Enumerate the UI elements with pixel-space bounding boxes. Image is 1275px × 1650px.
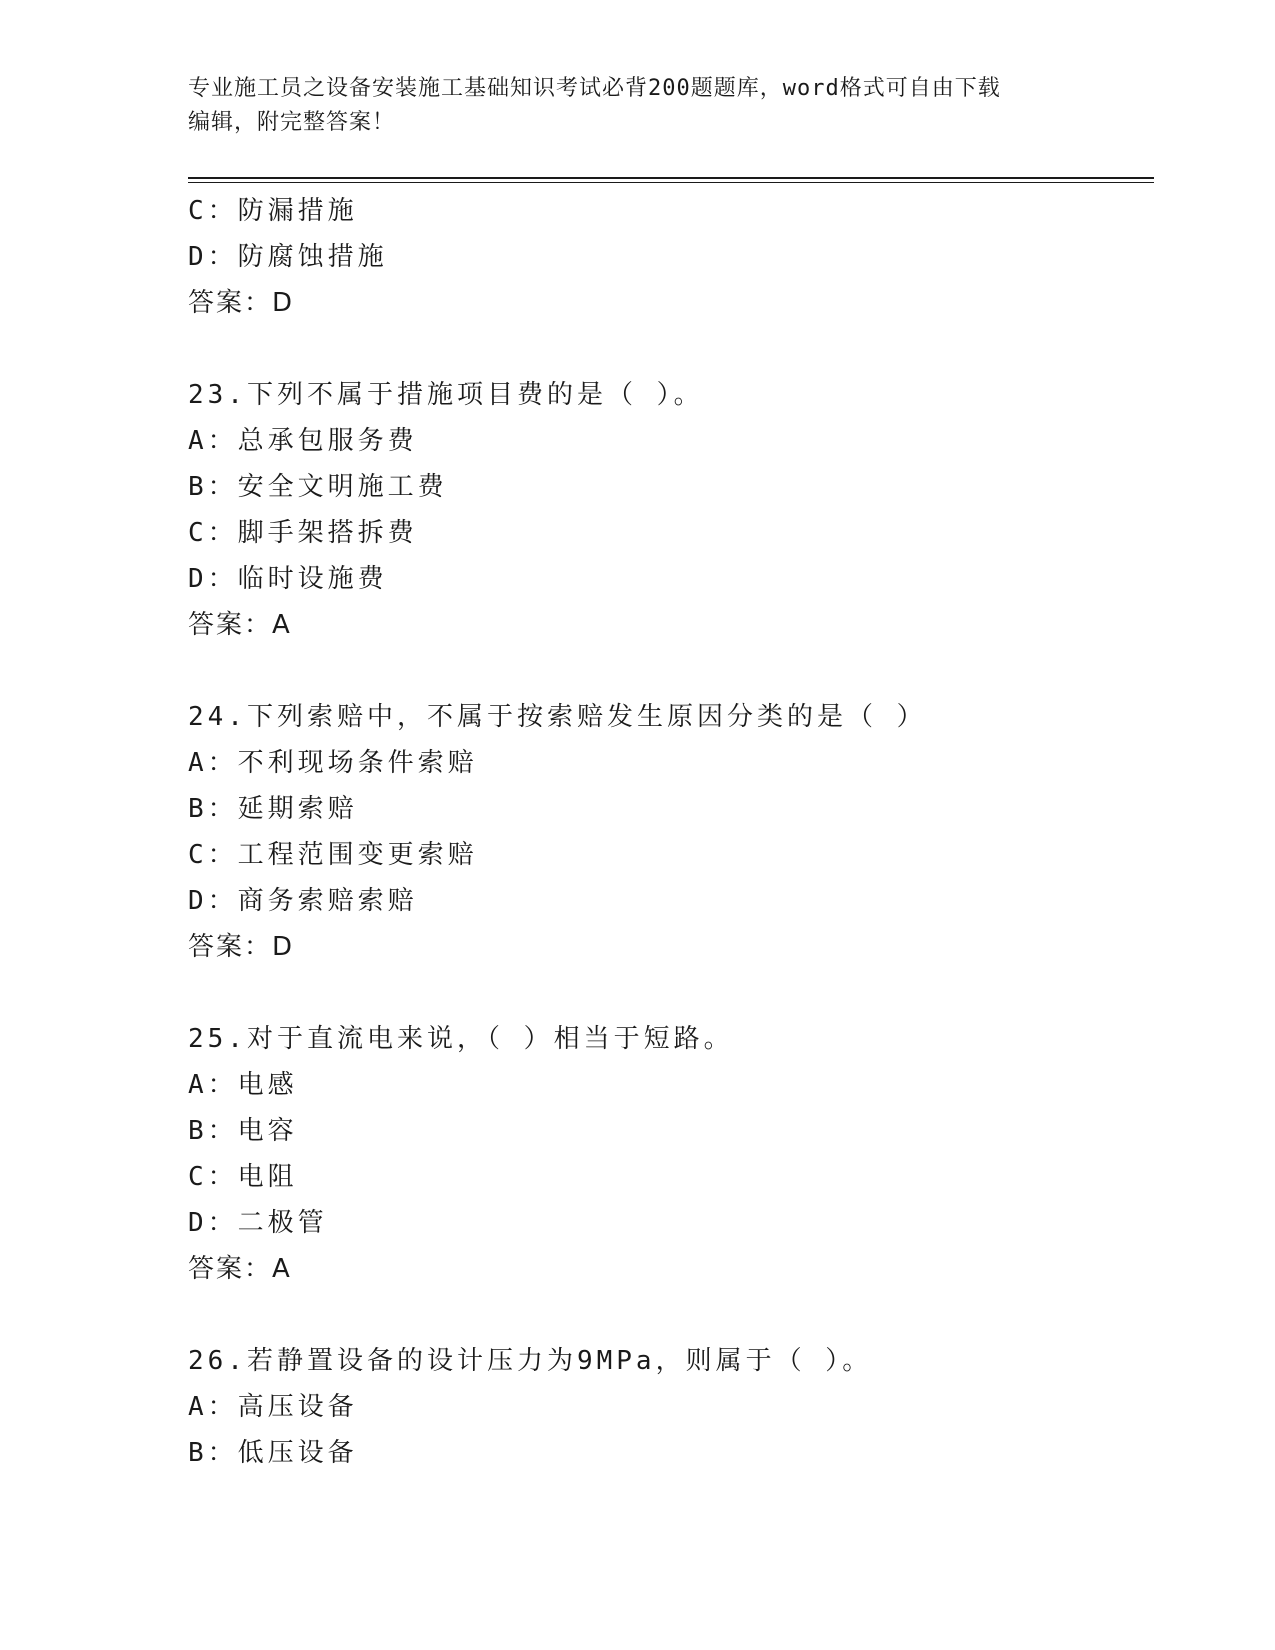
question-stem: 23.下列不属于措施项目费的是（ ）。 <box>188 380 704 410</box>
option-d: D：二极管 <box>188 1208 328 1238</box>
option-a: A：总承包服务费 <box>188 426 418 456</box>
answer-line: 答案：D <box>188 932 295 962</box>
answer-line: 答案：A <box>188 1254 292 1284</box>
answer-line: 答案：A <box>188 610 292 640</box>
document-title-line-1: 专业施工员之设备安装施工基础知识考试必背200题题库，word格式可自由下载 <box>188 76 1001 101</box>
option-a: A：高压设备 <box>188 1392 358 1422</box>
question-22-continued <box>188 188 1148 326</box>
option-a: A：电感 <box>188 1070 298 1100</box>
question-23 <box>188 372 1148 648</box>
document-title-line-2: 编辑，附完整答案！ <box>188 110 396 135</box>
option-d: D：商务索赔索赔 <box>188 886 418 916</box>
option-b: B：电容 <box>188 1116 298 1146</box>
question-26 <box>188 1338 1148 1476</box>
question-24 <box>188 694 1148 970</box>
option-b: B：安全文明施工费 <box>188 472 448 502</box>
question-stem: 25.对于直流电来说，（ ）相当于短路。 <box>188 1024 734 1054</box>
option-c: C：电阻 <box>188 1162 298 1192</box>
question-stem: 26.若静置设备的设计压力为9MPa，则属于（ ）。 <box>188 1346 873 1376</box>
option-c: C：防漏措施 <box>188 196 358 226</box>
option-b: B：低压设备 <box>188 1438 358 1468</box>
header-divider <box>188 177 1154 183</box>
question-stem: 24.下列索赔中，不属于按索赔发生原因分类的是（ ） <box>188 702 927 732</box>
option-d: D：临时设施费 <box>188 564 388 594</box>
option-a: A：不利现场条件索赔 <box>188 748 478 778</box>
option-c: C：工程范围变更索赔 <box>188 840 478 870</box>
option-d: D：防腐蚀措施 <box>188 242 388 272</box>
question-list <box>188 188 1148 1476</box>
question-25 <box>188 1016 1148 1292</box>
option-c: C：脚手架搭拆费 <box>188 518 418 548</box>
document-header <box>188 72 1088 140</box>
answer-line: 答案：D <box>188 288 295 318</box>
option-b: B：延期索赔 <box>188 794 358 824</box>
